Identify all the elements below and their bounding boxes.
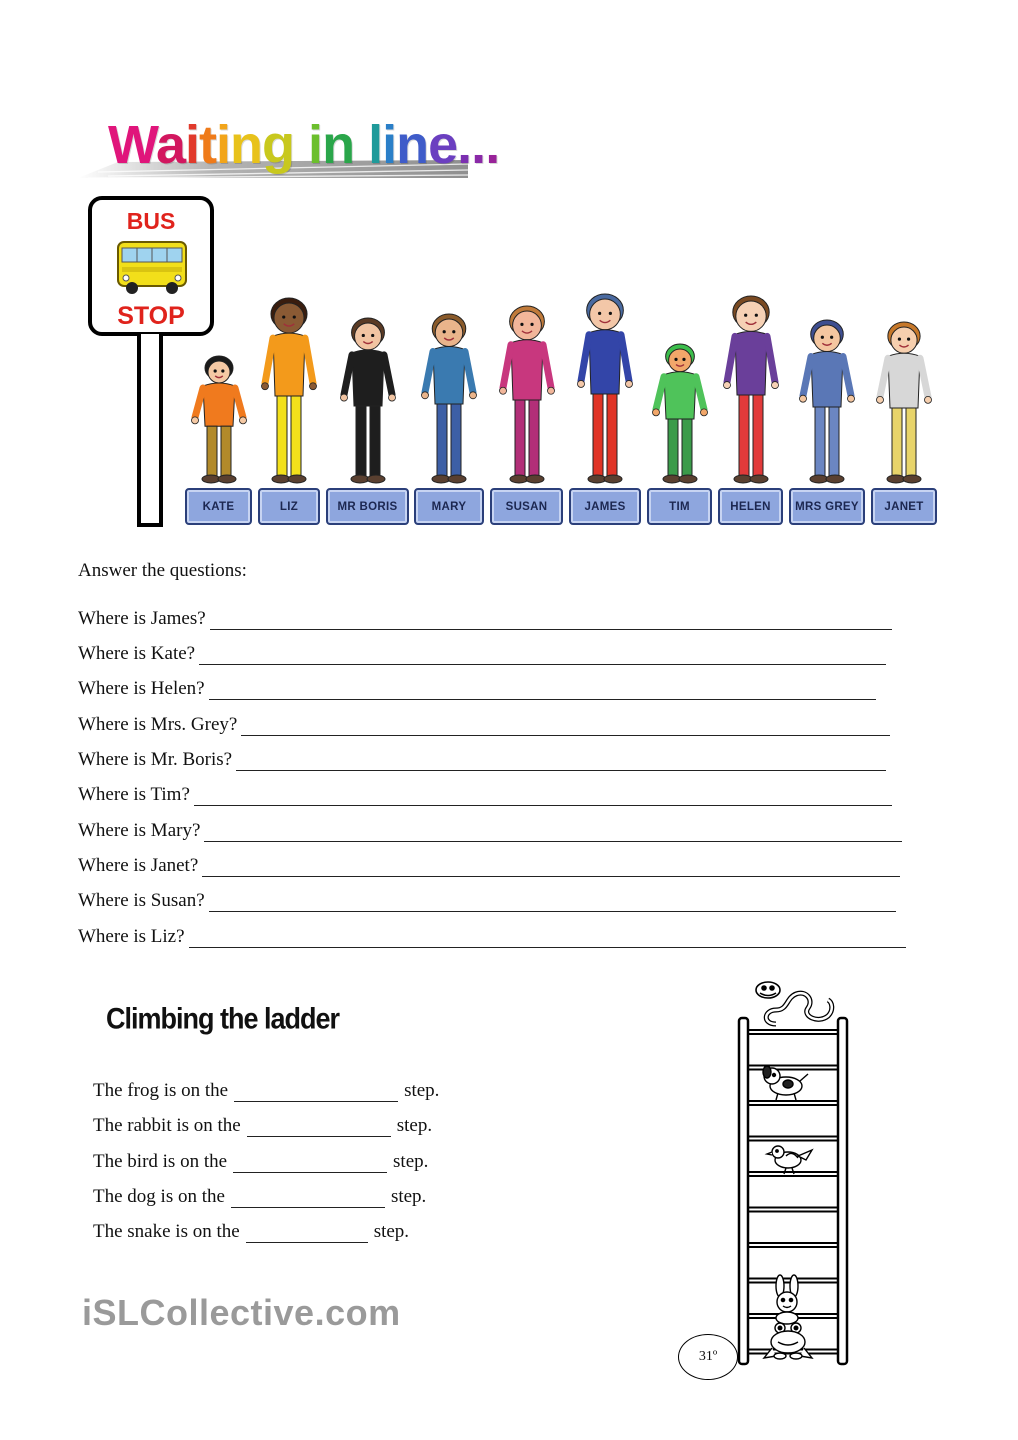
question-label: Where is Mary?: [78, 820, 201, 841]
answer-line[interactable]: [241, 718, 890, 736]
question-label: Where is Janet?: [78, 855, 199, 876]
bird-icon: [767, 1146, 812, 1174]
answer-line[interactable]: [194, 788, 892, 806]
title-letter: g: [262, 115, 295, 175]
person-figure: [797, 318, 857, 484]
person-figure: [650, 342, 710, 484]
answer-line[interactable]: [210, 612, 892, 630]
sentence-end: step.: [373, 1221, 410, 1242]
sentence-end: step.: [390, 1186, 427, 1207]
title-letter: i: [216, 115, 231, 175]
bus-icon: [114, 238, 190, 296]
ladder-section-title: Climbing the ladder: [106, 1002, 340, 1036]
sentence-start: The frog is on the: [93, 1080, 229, 1101]
answer-blank[interactable]: [247, 1119, 391, 1137]
title-text: [108, 114, 499, 176]
answer-line[interactable]: [202, 859, 900, 877]
title-letter: t: [199, 115, 217, 175]
person-figure: [575, 292, 635, 484]
ladder-sentence: [93, 1184, 426, 1208]
question-label: Where is Susan?: [78, 890, 205, 911]
answer-line[interactable]: [236, 753, 886, 771]
name-plate: HELEN: [718, 488, 783, 525]
answer-line[interactable]: [199, 647, 886, 665]
question-row: [78, 641, 886, 665]
title-letter: e: [428, 115, 458, 175]
title-letter: n: [322, 115, 355, 175]
title-letter: .: [471, 115, 486, 175]
question-row: [78, 888, 896, 912]
person-figure: [189, 354, 249, 484]
ladder-sentence: [93, 1149, 428, 1173]
question-label: Where is Tim?: [78, 784, 190, 805]
answer-blank[interactable]: [234, 1084, 398, 1102]
sentence-start: The dog is on the: [93, 1186, 225, 1207]
title-letter: .: [457, 115, 472, 175]
name-plate: LIZ: [258, 488, 320, 525]
page-number: 31º: [678, 1334, 738, 1380]
answer-blank[interactable]: [233, 1155, 387, 1173]
title-letter: [354, 115, 368, 175]
question-label: Where is Mr. Boris?: [78, 749, 233, 770]
question-label: Where is James?: [78, 608, 206, 629]
title-letter: W: [108, 115, 156, 175]
title-letter: n: [230, 115, 263, 175]
answer-blank[interactable]: [246, 1225, 368, 1243]
title-letter: i: [185, 115, 200, 175]
sentence-end: step.: [393, 1151, 429, 1172]
sentence-end: step.: [396, 1115, 433, 1136]
name-plate: MRS GREY: [789, 488, 865, 525]
snake-icon: [756, 982, 832, 1024]
dog-icon: [763, 1066, 808, 1100]
title-letter: i: [308, 115, 323, 175]
question-row: [78, 924, 906, 948]
frog-icon: [764, 1323, 812, 1359]
title-letter: i: [382, 115, 397, 175]
name-plate: TIM: [647, 488, 712, 525]
sentence-end: step.: [404, 1080, 440, 1101]
person-figure: [874, 320, 934, 484]
title-letter: a: [155, 115, 186, 175]
people-queue: [180, 288, 940, 484]
answer-line[interactable]: [209, 682, 876, 700]
question-label: Where is Liz?: [78, 926, 185, 947]
bus-stop-pole: [137, 334, 163, 527]
name-plate: JANET: [871, 488, 937, 525]
question-row: [78, 712, 890, 736]
name-plate: SUSAN: [490, 488, 563, 525]
ladder-sentence: [93, 1113, 432, 1137]
question-row: [78, 747, 886, 771]
title-letter: l: [368, 115, 383, 175]
question-row: [78, 782, 892, 806]
question-label: Where is Helen?: [78, 678, 205, 699]
person-figure: [419, 312, 479, 484]
title-letter: .: [485, 115, 500, 175]
question-label: Where is Mrs. Grey?: [78, 714, 238, 735]
person-figure: [721, 294, 781, 484]
sentence-start: The snake is on the: [93, 1221, 240, 1242]
question-label: Where is Kate?: [78, 643, 196, 664]
title-letter: [294, 115, 308, 175]
sentence-start: The rabbit is on the: [93, 1115, 241, 1136]
person-figure: [338, 316, 398, 484]
worksheet-title: [78, 112, 500, 192]
sign-word-bus: BUS: [126, 208, 176, 234]
sentence-start: The bird is on the: [93, 1151, 228, 1172]
question-row: [78, 606, 892, 630]
question-row: [78, 853, 900, 877]
title-letter: n: [396, 115, 429, 175]
ladder-sentence: [93, 1078, 439, 1102]
person-figure: [497, 304, 557, 484]
instructions: Answer the questions:: [78, 560, 247, 581]
person-figure: [259, 296, 319, 484]
watermark-logo: iSLCollective.com: [82, 1292, 401, 1333]
name-plate: MR BORIS: [326, 488, 409, 525]
answer-line[interactable]: [209, 894, 896, 912]
name-plate: MARY: [414, 488, 484, 525]
answer-line[interactable]: [204, 824, 902, 842]
answer-blank[interactable]: [231, 1190, 385, 1208]
question-row: [78, 818, 902, 842]
name-plate: KATE: [185, 488, 252, 525]
name-plate: JAMES: [569, 488, 641, 525]
answer-line[interactable]: [189, 930, 906, 948]
ladder-sentence: [93, 1219, 409, 1243]
sign-word-stop: STOP: [117, 302, 185, 330]
ladder-illustration: [736, 980, 852, 1366]
question-row: [78, 676, 876, 700]
